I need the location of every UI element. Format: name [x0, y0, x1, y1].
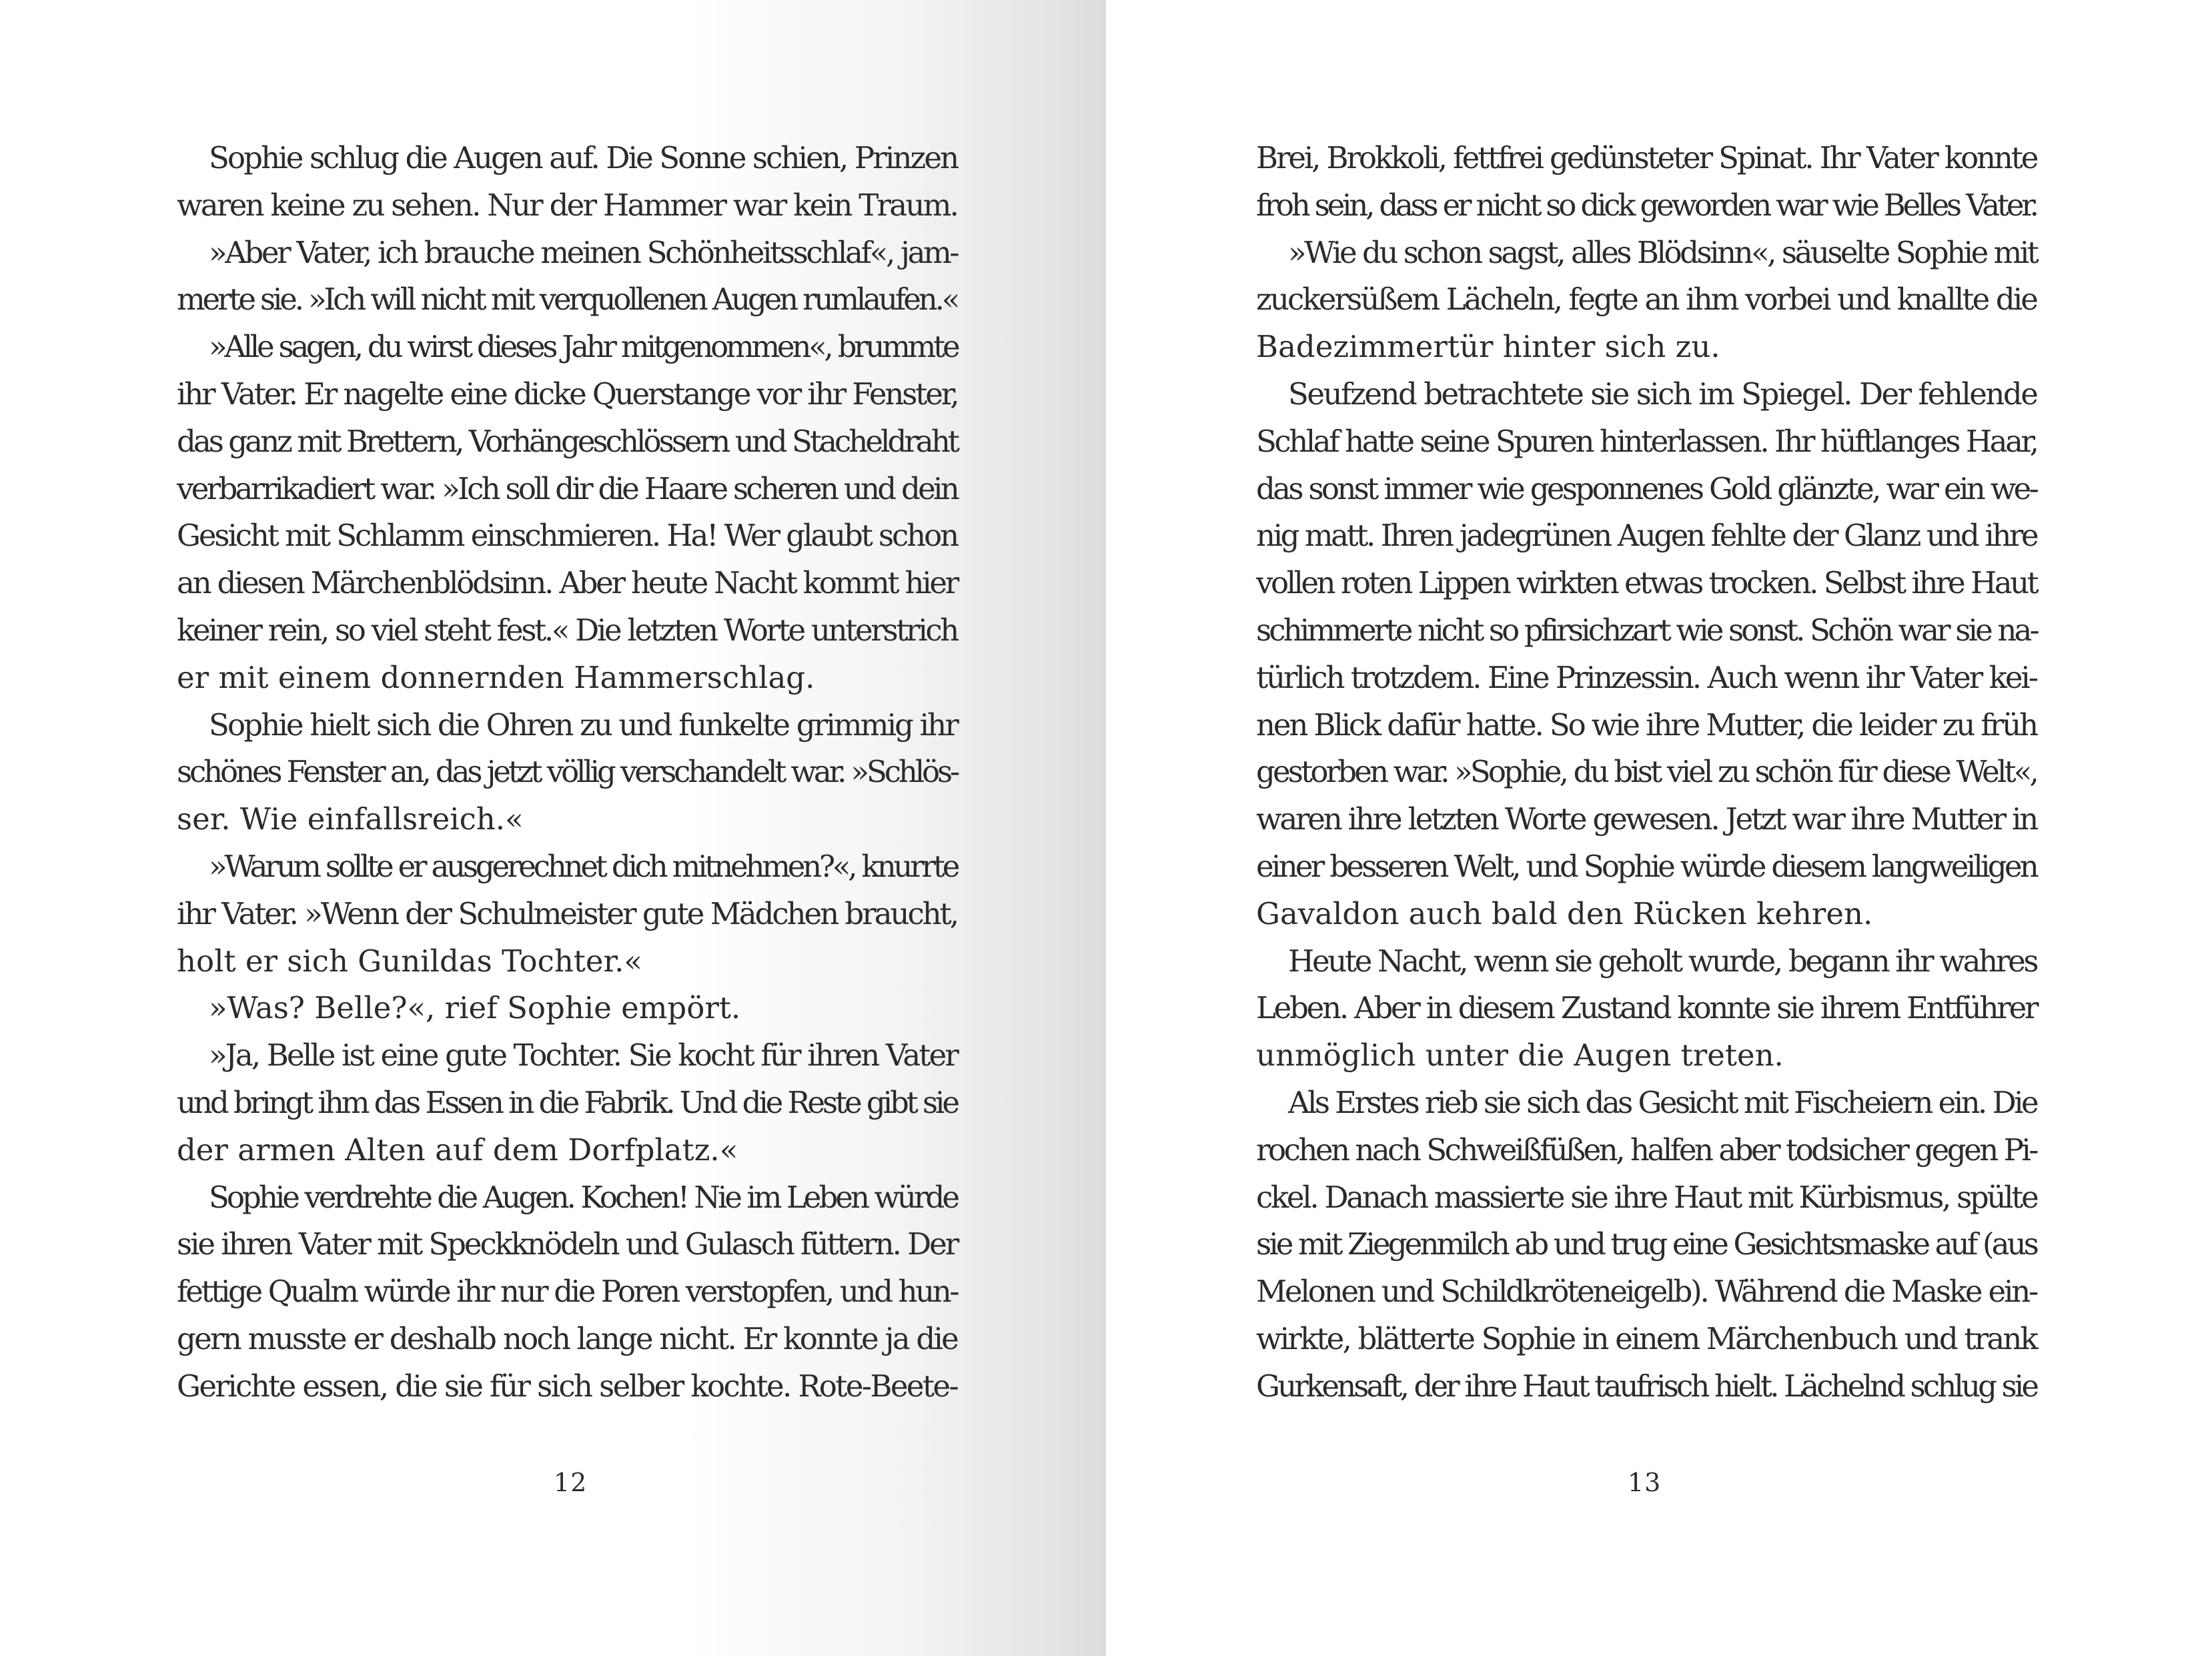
- text-line: vollen roten Lippen wirkten etwas trocken. Selbst ihre Haut: [1256, 565, 2037, 601]
- text-line: zuckersüßem Lächeln, fegte an ihm vorbei und knallte die: [1256, 282, 2037, 318]
- text-line: Gurkensaft, der ihre Haut taufrisch hielt. Lächelnd schlug sie: [1256, 1368, 2037, 1404]
- text-line: Als Erstes rieb sie sich das Gesicht mit Fischeiern ein. Die: [1288, 1084, 2037, 1120]
- text-line: gestorben war. »Sophie, du bist viel zu schön für diese Welt«,: [1256, 754, 2037, 790]
- text-line: ckel. Danach massierte sie ihre Haut mit Kürbismus, spülte: [1256, 1179, 2037, 1215]
- text-line: ihr Vater. »Wenn der Schulmeister gute Mädchen braucht,: [177, 895, 957, 931]
- text-line: gern musste er deshalb noch lange nicht. Er konnte ja die: [177, 1320, 958, 1356]
- text-line: Gerichte essen, die sie für sich selber kochte. Rote-Beete-: [177, 1368, 958, 1404]
- text-line: Heute Nacht, wenn sie geholt wurde, begann ihr wahres: [1288, 943, 2037, 979]
- text-line: Schlaf hatte seine Spuren hinterlassen. Ihr hüftlanges Haar,: [1256, 423, 2037, 459]
- left-page-text: [177, 135, 957, 1410]
- right-page-text: [1256, 135, 2037, 1410]
- text-line: froh sein, dass er nicht so dick geworden war wie Belles Vater.: [1256, 187, 2037, 223]
- text-line: rochen nach Schweißfüßen, halfen aber todsicher gegen Pi-: [1256, 1132, 2037, 1168]
- text-line: einer besseren Welt, und Sophie würde diesem langweiligen: [1256, 848, 2037, 884]
- text-line: unmöglich unter die Augen treten.: [1256, 1038, 1784, 1074]
- text-line: Sophie verdrehte die Augen. Kochen! Nie im Leben würde: [209, 1179, 957, 1215]
- text-line: das sonst immer wie gesponnenes Gold glänzte, war ein we-: [1256, 470, 2037, 506]
- text-line: und bringt ihm das Essen in die Fabrik. Und die Reste gibt sie: [177, 1084, 957, 1120]
- text-line: Sophie hielt sich die Ohren zu und funkelte grimmig ihr: [209, 707, 957, 743]
- text-line: »Was? Belle?«, rief Sophie empört.: [209, 990, 741, 1026]
- text-line: Sophie schlug die Augen auf. Die Sonne schien, Prinzen: [209, 140, 958, 175]
- text-line: holt er sich Gunildas Tochter.«: [177, 943, 642, 979]
- text-line: ihr Vater. Er nagelte eine dicke Querstange vor ihr Fenster,: [177, 376, 958, 412]
- text-line: an diesen Märchenblödsinn. Aber heute Nacht kommt hier: [177, 565, 958, 601]
- text-line: verbarrikadiert war. »Ich soll dir die Haare scheren und dein: [177, 470, 957, 506]
- text-line: nen Blick dafür hatte. So wie ihre Mutter, die leider zu früh: [1256, 707, 2037, 743]
- text-line: waren keine zu sehen. Nur der Hammer war kein Traum.: [177, 187, 958, 223]
- text-line: »Aber Vater, ich brauche meinen Schönheitsschlaf«, jam-: [209, 234, 958, 270]
- right-page: [1106, 0, 2212, 1656]
- text-line: schimmerte nicht so pfirsichzart wie sonst. Schön war sie na-: [1256, 612, 2037, 648]
- text-line: nig matt. Ihren jadegrünen Augen fehlte der Glanz und ihre: [1256, 518, 2037, 554]
- text-line: waren ihre letzten Worte gewesen. Jetzt war ihre Mutter in: [1256, 801, 2037, 837]
- text-line: fettige Qualm würde ihr nur die Poren verstopfen, und hun-: [177, 1274, 958, 1310]
- text-line: Gavaldon auch bald den Rücken kehren.: [1256, 895, 1873, 931]
- text-line: schönes Fenster an, das jetzt völlig verschandelt war. »Schlös-: [177, 754, 958, 790]
- text-line: »Wie du schon sagst, alles Blödsinn«, säuselte Sophie mit: [1288, 234, 2037, 270]
- text-line: sie mit Ziegenmilch ab und trug eine Gesichtsmaske auf (aus: [1256, 1226, 2037, 1262]
- text-line: »Warum sollte er ausgerechnet dich mitnehmen?«, knurrte: [209, 848, 958, 884]
- right-page-number: 13: [1628, 1468, 1662, 1497]
- text-line: er mit einem donnernden Hammerschlag.: [177, 659, 815, 695]
- text-line: ser. Wie einfallsreich.«: [177, 801, 524, 837]
- text-line: »Alle sagen, du wirst dieses Jahr mitgenommen«, brummte: [209, 329, 958, 365]
- text-line: keiner rein, so viel steht fest.« Die letzten Worte unterstrich: [177, 612, 957, 648]
- text-line: merte sie. »Ich will nicht mit verquollenen Augen rumlaufen.«: [177, 282, 958, 318]
- text-line: Brei, Brokkoli, fettfrei gedünsteter Spinat. Ihr Vater konnte: [1256, 140, 2037, 175]
- text-line: »Ja, Belle ist eine gute Tochter. Sie kocht für ihren Vater: [209, 1038, 957, 1074]
- text-line: wirkte, blätterte Sophie in einem Märchenbuch und trank: [1256, 1320, 2037, 1356]
- text-line: sie ihren Vater mit Speckknödeln und Gulasch füttern. Der: [177, 1226, 958, 1262]
- text-line: Badezimmertür hinter sich zu.: [1256, 329, 1720, 365]
- text-line: Seufzend betrachtete sie sich im Spiegel. Der fehlende: [1288, 376, 2037, 412]
- left-page-number: 12: [554, 1468, 588, 1497]
- text-line: der armen Alten auf dem Dorfplatz.«: [177, 1132, 738, 1168]
- text-line: das ganz mit Brettern, Vorhängeschlössern und Stacheldraht: [177, 423, 958, 459]
- text-line: Gesicht mit Schlamm einschmieren. Ha! Wer glaubt schon: [177, 518, 957, 554]
- text-line: Leben. Aber in diesem Zustand konnte sie ihrem Entführer: [1256, 990, 2037, 1026]
- text-line: türlich trotzdem. Eine Prinzessin. Auch wenn ihr Vater kei-: [1256, 659, 2037, 695]
- text-line: Melonen und Schildkröteneigelb). Während die Maske ein-: [1256, 1274, 2037, 1310]
